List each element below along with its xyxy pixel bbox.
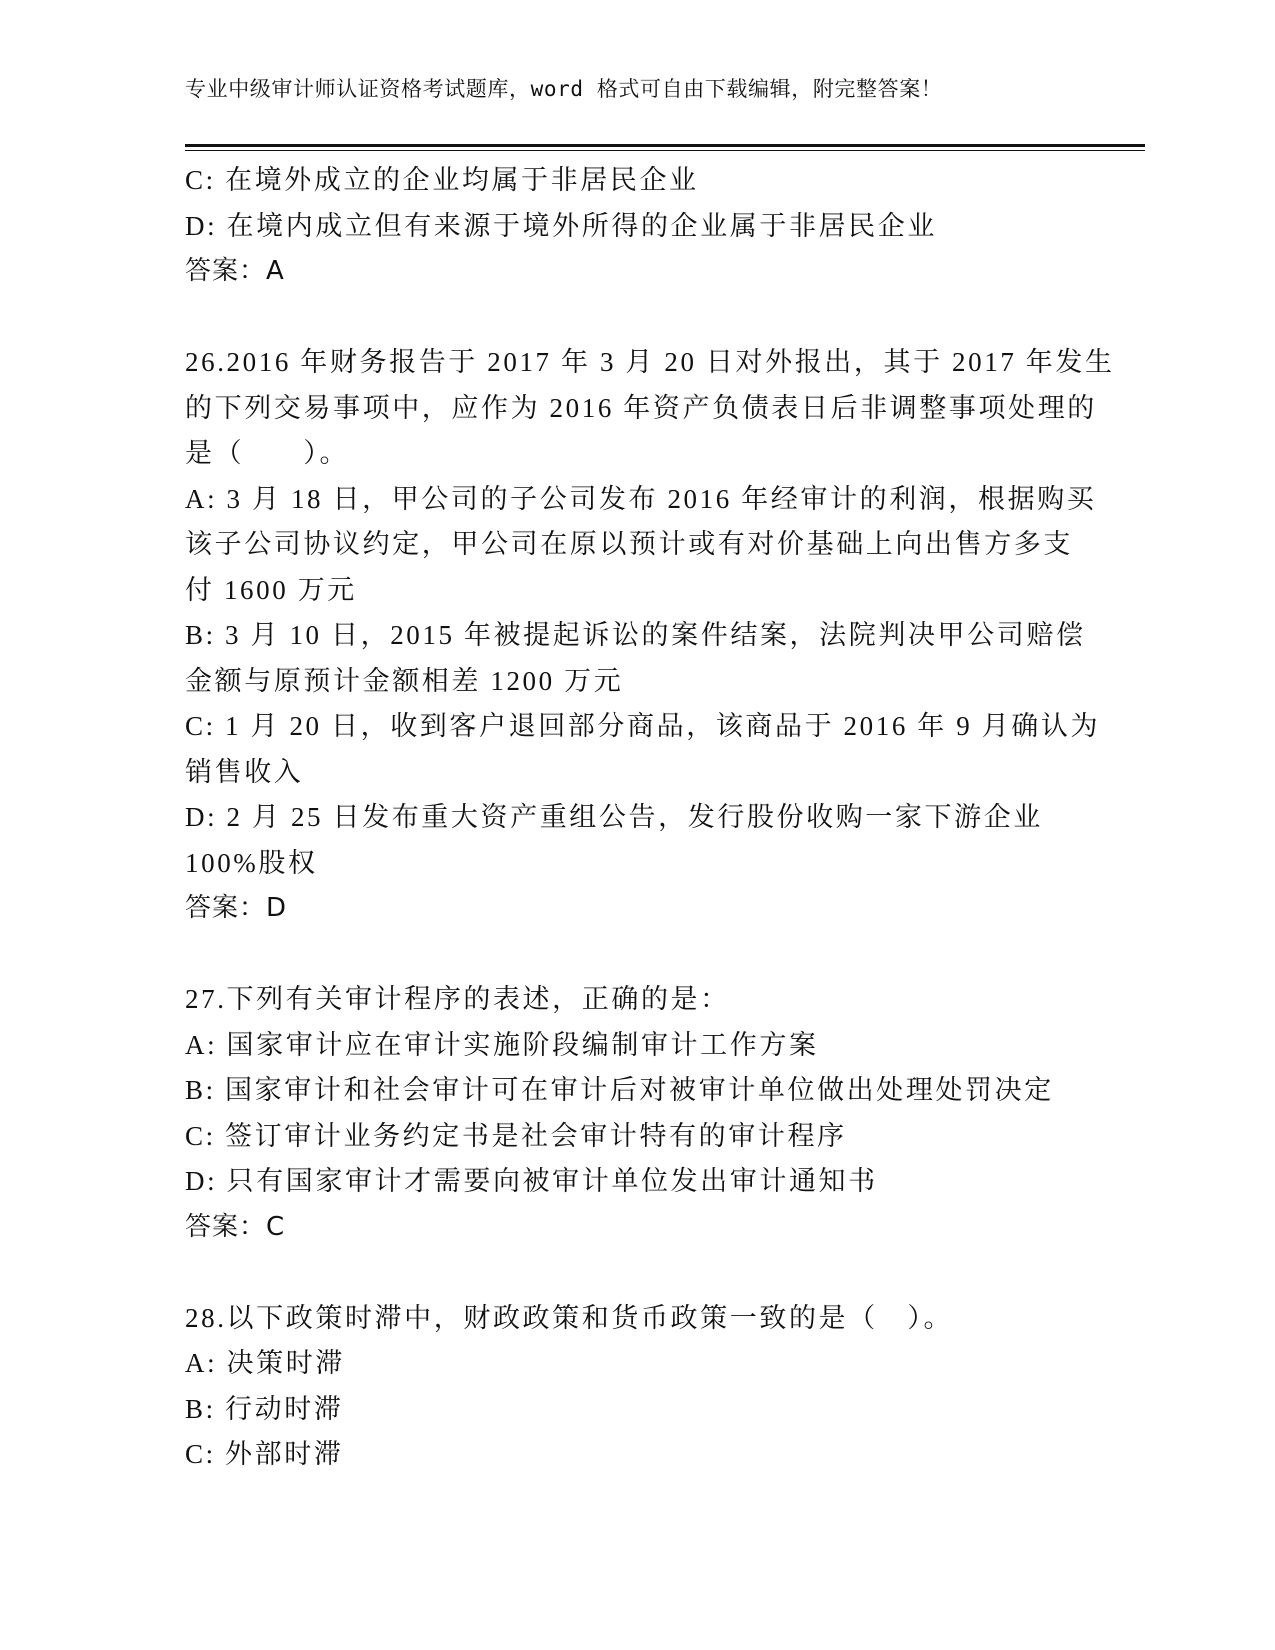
question-content	[185, 158, 1115, 1478]
q27-answer: 答案：C	[185, 1211, 286, 1242]
header-rule-thin	[185, 150, 1145, 151]
q28-stem: 28.以下政策时滞中，财政政策和货币政策一致的是（ ）。	[185, 1302, 954, 1333]
q26-stem-line-3: 是（ ）。	[185, 438, 350, 468]
q26-option-a-line-3: 付 1600 万元	[185, 574, 357, 605]
q26-stem-line-1: 26.2016 年财务报告于 2017 年 3 月 20 日对外报出，其于 2017 年发生	[185, 347, 1115, 377]
q26-option-a-line-1: A: 3 月 18 日，甲公司的子公司发布 2016 年经审计的利润，根据购买	[185, 483, 1097, 514]
q27-option-b: B: 国家审计和社会审计可在审计后对被审计单位做出处理处罚决定	[185, 1075, 1054, 1105]
q28-option-b: B: 行动时滞	[185, 1393, 344, 1424]
header-rule-thick	[185, 144, 1145, 147]
q26-option-c-line-1: C: 1 月 20 日，收到客户退回部分商品，该商品于 2016 年 9 月确认为	[185, 711, 1101, 741]
q25-option-c: C: 在境外成立的企业均属于非居民企业	[185, 165, 699, 195]
q26-option-d-line-1: D: 2 月 25 日发布重大资产重组公告，发行股份收购一家下游企业	[185, 802, 1043, 832]
q26-option-b-line-1: B: 3 月 10 日，2015 年被提起诉讼的案件结案，法院判决甲公司赔偿	[185, 620, 1086, 650]
q26-option-b-line-2: 金额与原预计金额相差 1200 万元	[185, 665, 624, 696]
spacer	[185, 932, 1065, 978]
q25-option-d: D: 在境内成立但有来源于境外所得的企业属于非居民企业	[185, 210, 937, 241]
q26-option-a-line-2: 该子公司协议约定，甲公司在原以预计或有对价基础上向出售方多支	[185, 529, 1073, 559]
q27-option-d: D: 只有国家审计才需要向被审计单位发出审计通知书	[185, 1166, 878, 1196]
spacer	[185, 1250, 1065, 1296]
page-header: 专业中级审计师认证资格考试题库，word 格式可自由下载编辑，附完整答案！	[185, 77, 943, 101]
q27-option-c: C: 签订审计业务约定书是社会审计特有的审计程序	[185, 1120, 847, 1151]
q26-answer: 答案：D	[185, 893, 288, 923]
q26-stem-line-2: 的下列交易事项中，应作为 2016 年资产负债表日后非调整事项处理的	[185, 392, 1097, 423]
q26-option-d-line-2: 100%股权	[185, 847, 318, 878]
q28-option-a: A: 决策时滞	[185, 1348, 345, 1378]
spacer	[185, 295, 1065, 341]
q25-answer: 答案：A	[185, 256, 285, 286]
q28-option-c: C: 外部时滞	[185, 1439, 344, 1469]
q27-option-a: A: 国家审计应在审计实施阶段编制审计工作方案	[185, 1029, 819, 1060]
q27-stem: 27.下列有关审计程序的表述，正确的是：	[185, 984, 730, 1014]
q26-option-c-line-2: 销售收入	[185, 756, 304, 787]
